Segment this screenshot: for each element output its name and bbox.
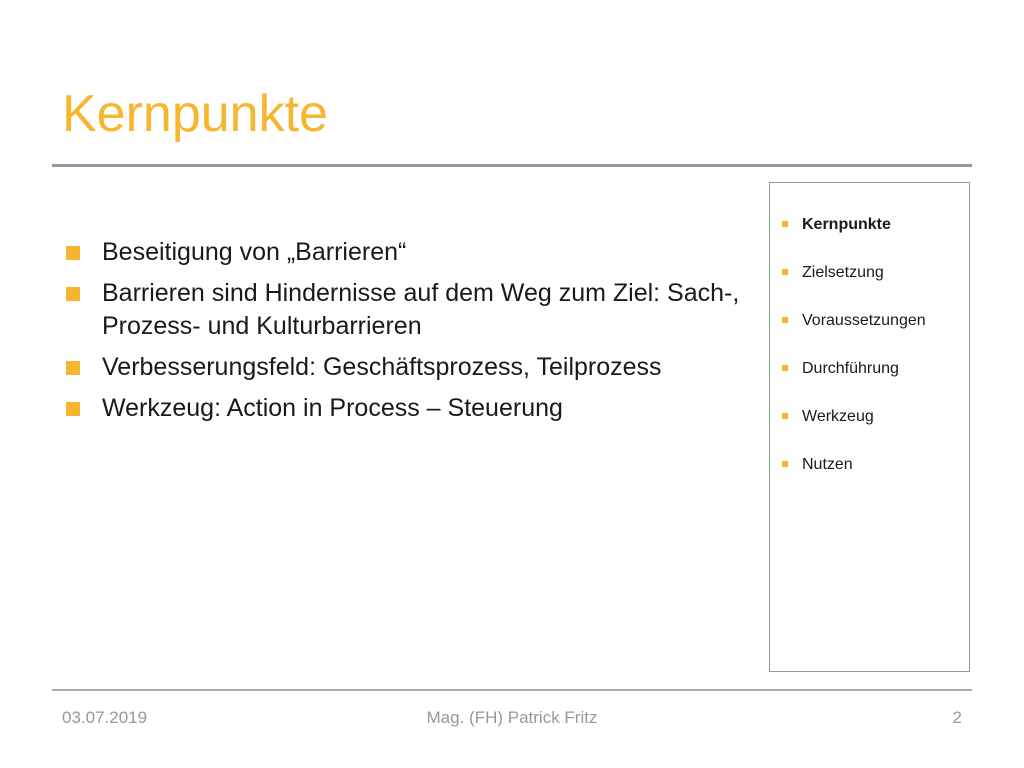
square-bullet-icon <box>782 317 788 323</box>
agenda-item-kernpunkte <box>782 213 926 237</box>
footer-divider <box>52 689 972 691</box>
bullet-item <box>66 351 756 384</box>
agenda-item-label: Kernpunkte <box>802 216 891 233</box>
footer-date: 03.07.2019 <box>62 708 148 727</box>
agenda-item-nutzen <box>782 453 926 477</box>
footer-author: Mag. (FH) Patrick Fritz <box>426 708 598 727</box>
agenda-panel <box>769 182 970 672</box>
title-divider <box>52 164 972 167</box>
agenda-item-zielsetzung <box>782 261 926 285</box>
square-bullet-icon <box>66 402 80 416</box>
bullet-text: Verbesserungsfeld: Geschäftsprozess, Teilprozess <box>102 353 662 381</box>
square-bullet-icon <box>66 287 80 301</box>
agenda-item-durchfuehrung <box>782 357 926 381</box>
square-bullet-icon <box>782 413 788 419</box>
bullet-item <box>66 392 756 425</box>
square-bullet-icon <box>66 246 80 260</box>
bullet-item <box>66 277 756 343</box>
square-bullet-icon <box>782 461 788 467</box>
bullet-text: Barrieren sind Hindernisse auf dem Weg zum Ziel: Sach-, Prozess- und Kulturbarrieren <box>102 279 740 340</box>
square-bullet-icon <box>782 365 788 371</box>
agenda-item-label: Durchführung <box>802 360 899 377</box>
agenda-item-werkzeug <box>782 405 926 429</box>
agenda-item-label: Voraussetzungen <box>802 312 926 329</box>
square-bullet-icon <box>782 269 788 275</box>
agenda-item-label: Zielsetzung <box>802 264 884 281</box>
bullet-item <box>66 236 756 269</box>
agenda-item-label: Nutzen <box>802 456 853 473</box>
page-number: 2 <box>952 708 962 727</box>
bullet-text: Beseitigung von „Barrieren“ <box>102 238 407 266</box>
agenda-item-voraussetzungen <box>782 309 926 333</box>
square-bullet-icon <box>66 361 80 375</box>
agenda-item-label: Werkzeug <box>802 408 874 425</box>
agenda-list <box>782 213 926 501</box>
slide-title: Kernpunkte <box>62 85 328 143</box>
bullet-list <box>66 236 756 433</box>
bullet-text: Werkzeug: Action in Process – Steuerung <box>102 394 563 422</box>
square-bullet-icon <box>782 221 788 227</box>
